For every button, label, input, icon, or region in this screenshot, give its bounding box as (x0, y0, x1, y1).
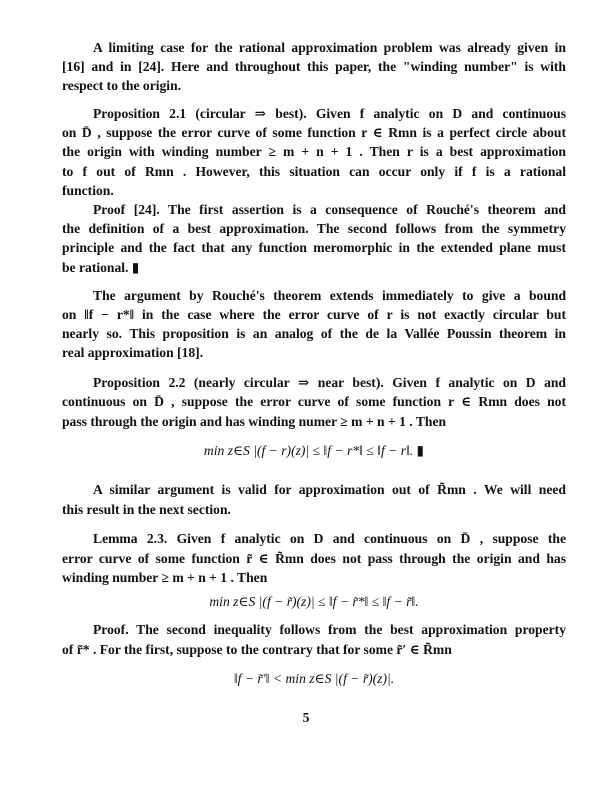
proposition-2-2-line: Proposition 2.2 (nearly circular ⇒ near best). Given f analytic on D and (93, 375, 566, 390)
lemma-2-3-line: error curve of some function r̃ ∈ R̃mn does not pass through the origin and has (62, 551, 566, 566)
proposition-2-1-line: Proposition 2.1 (circular ⇒ best). Given f analytic on D and continuous (93, 106, 566, 121)
proof-line: Proof. The second inequality follows from the best approximation property (93, 622, 566, 637)
text-line: real approximation [18]. (62, 345, 204, 360)
proposition-2-1-line: function. (62, 183, 114, 198)
proposition-2-1-line: on D̄ , suppose the error curve of some function r ∈ Rmn is a perfect circle about (62, 125, 566, 140)
proof-line: Proof [24]. The first assertion is a consequence of Rouché's theorem and (93, 202, 566, 217)
lemma-2-3-line: Lemma 2.3. Given f analytic on D and continuous on D̄ , suppose the (93, 531, 566, 546)
text-line: on ‖f − r*‖ in the case where the error curve of r is not exactly circular but (62, 307, 566, 322)
display-equation: min z∈S |(f − r̃)(z)| ≤ ‖f − r̃*‖ ≤ ‖f − r̃‖. (209, 594, 419, 609)
page-number: 5 (302, 710, 310, 725)
proof-line: principle and the fact that any function meromorphic in the extended plane must (62, 240, 566, 255)
display-equation: ‖f − r̃′‖ < min z∈S |(f − r̃)(z)|. (233, 671, 395, 686)
lemma-2-3-line: winding number ≥ m + n + 1 . Then (62, 570, 268, 585)
text-line: The argument by Rouché's theorem extends immediately to give a bound (93, 288, 566, 303)
proposition-2-2-line: continuous on D̄ , suppose the error curve of some function r ∈ Rmn does not (62, 394, 566, 409)
text-line: nearly so. This proposition is an analog of the de la Vallée Poussin theorem in (62, 326, 566, 341)
proof-line: of r̃* . For the first, suppose to the contrary that for some r̃′ ∈ R̃mn (62, 642, 452, 657)
text-line: this result in the next section. (62, 502, 231, 517)
proof-line: the definition of a best approximation. The second follows from the symmetry (62, 221, 566, 236)
display-equation: min z∈S |(f − r)(z)| ≤ ‖f − r*‖ ≤ ‖f − r‖. ▮ (203, 443, 425, 458)
text-line: respect to the origin. (62, 78, 182, 93)
text-line: [16] and in [24]. Here and throughout this paper, the "winding number" is with (62, 59, 566, 74)
text-line: A similar argument is valid for approximation out of R̃mn . We will need (93, 482, 566, 497)
proof-line: be rational. ▮ (62, 260, 140, 275)
text-line: A limiting case for the rational approximation problem was already given in (93, 40, 566, 55)
proposition-2-1-line: the origin with winding number ≥ m + n + 1 . Then r is a best approximation (62, 144, 566, 159)
proposition-2-2-line: pass through the origin and has winding numer ≥ m + n + 1 . Then (62, 414, 447, 429)
proposition-2-1-line: to f out of Rmn . However, this situation can occur only if f is a rational (62, 164, 566, 179)
